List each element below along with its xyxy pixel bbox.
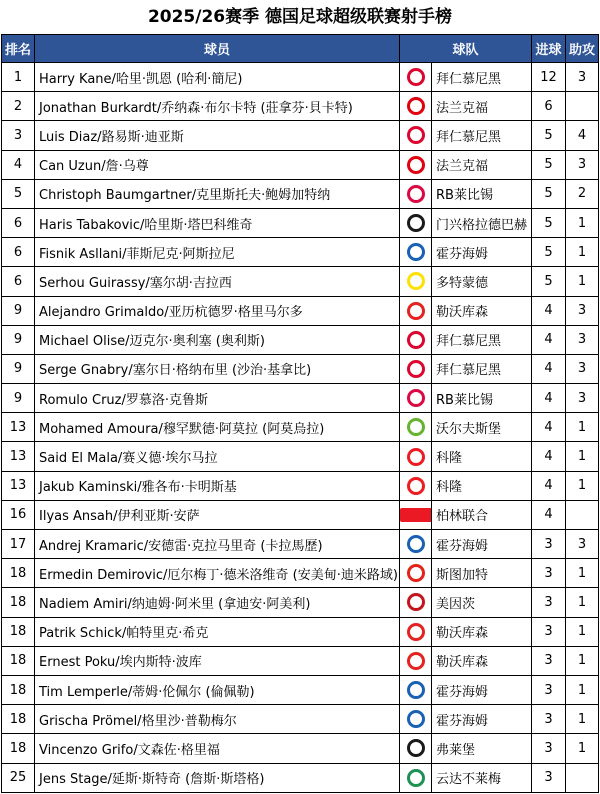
table-row: [2, 325, 599, 354]
assists-cell: 2: [566, 179, 599, 208]
team-name: 法兰克福: [432, 92, 532, 121]
team-name: 勒沃库森: [432, 646, 532, 675]
table-row: [2, 121, 599, 150]
table-row: [2, 559, 599, 588]
team-name: 拜仁慕尼黑: [432, 354, 532, 383]
goals-cell: 3: [532, 646, 566, 675]
player-name: Alejandro Grimaldo/亚历杭德罗·格里马尔多: [35, 296, 400, 325]
goals-cell: 5: [532, 150, 566, 179]
rank-cell: 9: [2, 354, 35, 383]
player-name: Jakub Kaminski/雅各布·卡明斯基: [35, 471, 400, 500]
team-logo-cell: [400, 92, 432, 121]
table-header-row: [2, 35, 599, 63]
mainz-badge-icon: [407, 593, 425, 611]
team-logo-cell: [400, 734, 432, 763]
table-row: [2, 734, 599, 763]
team-name: 霍芬海姆: [432, 238, 532, 267]
koln-badge-icon: [407, 448, 425, 466]
header-player: 球员: [35, 35, 400, 63]
rank-cell: 18: [2, 646, 35, 675]
assists-cell: 3: [566, 150, 599, 179]
player-name: Christoph Baumgartner/克里斯托夫·鲍姆加特纳: [35, 179, 400, 208]
team-name: 拜仁慕尼黑: [432, 121, 532, 150]
team-name: RB莱比锡: [432, 384, 532, 413]
leverkusen-badge-icon: [407, 623, 425, 641]
table-row: [2, 238, 599, 267]
hoffenheim-badge-icon: [407, 535, 425, 553]
team-name: 科隆: [432, 442, 532, 471]
rank-cell: 18: [2, 734, 35, 763]
team-logo-cell: [400, 559, 432, 588]
hoffenheim-badge-icon: [407, 710, 425, 728]
team-logo-cell: [400, 500, 432, 529]
table-row: [2, 763, 599, 792]
rank-cell: 1: [2, 63, 35, 92]
player-name: Grischa Prömel/格里沙·普勒梅尔: [35, 705, 400, 734]
team-logo-cell: [400, 646, 432, 675]
team-name: 拜仁慕尼黑: [432, 63, 532, 92]
team-name: 拜仁慕尼黑: [432, 325, 532, 354]
table-row: [2, 208, 599, 237]
player-name: Romulo Cruz/罗慕洛·克鲁斯: [35, 384, 400, 413]
team-logo-cell: [400, 325, 432, 354]
player-name: Ilyas Ansah/伊利亚斯·安萨: [35, 500, 400, 529]
goals-cell: 4: [532, 296, 566, 325]
player-name: Andrej Kramaric/安德雷·克拉马里奇 (卡拉馬歷): [35, 530, 400, 559]
player-name: Said El Mala/赛义德·埃尔马拉: [35, 442, 400, 471]
bayern-badge-icon: [407, 360, 425, 378]
goals-cell: 4: [532, 471, 566, 500]
player-name: Serge Gnabry/塞尔日·格纳布里 (沙治·基拿比): [35, 354, 400, 383]
rank-cell: 18: [2, 588, 35, 617]
assists-cell: 4: [566, 121, 599, 150]
player-name: Fisnik Asllani/菲斯尼克·阿斯拉尼: [35, 238, 400, 267]
table-row: [2, 530, 599, 559]
goals-cell: 3: [532, 705, 566, 734]
team-logo-cell: [400, 617, 432, 646]
assists-cell: 1: [566, 559, 599, 588]
player-name: Luis Diaz/路易斯·迪亚斯: [35, 121, 400, 150]
rank-cell: 18: [2, 559, 35, 588]
table-row: [2, 617, 599, 646]
goals-cell: 5: [532, 208, 566, 237]
assists-cell: 3: [566, 354, 599, 383]
assists-cell: 1: [566, 705, 599, 734]
assists-cell: 1: [566, 267, 599, 296]
table-row: [2, 384, 599, 413]
team-logo-cell: [400, 763, 432, 792]
team-name: 柏林联合: [432, 500, 532, 529]
bayern-badge-icon: [407, 68, 425, 86]
header-assists: 助攻: [566, 35, 599, 63]
player-name: Ermedin Demirovic/厄尔梅丁·德米洛维奇 (安美甸·迪米路域): [35, 559, 400, 588]
team-name: RB莱比锡: [432, 179, 532, 208]
assists-cell: 1: [566, 734, 599, 763]
assists-cell: 1: [566, 588, 599, 617]
leipzig-badge-icon: [407, 185, 425, 203]
hoffenheim-badge-icon: [407, 681, 425, 699]
goals-cell: 5: [532, 121, 566, 150]
assists-cell: 3: [566, 325, 599, 354]
team-name: 科隆: [432, 471, 532, 500]
team-logo-cell: [400, 63, 432, 92]
team-name: 美因茨: [432, 588, 532, 617]
hoffenheim-badge-icon: [407, 243, 425, 261]
table-row: [2, 179, 599, 208]
player-name: Harry Kane/哈里·凯恩 (哈利·簡尼): [35, 63, 400, 92]
assists-cell: 1: [566, 413, 599, 442]
page-title: 2025/26赛季 德国足球超级联赛射手榜: [147, 7, 453, 27]
assists-cell: [566, 500, 599, 529]
bremen-badge-icon: [407, 769, 425, 787]
assists-cell: 1: [566, 471, 599, 500]
bayern-badge-icon: [407, 331, 425, 349]
team-name: 霍芬海姆: [432, 675, 532, 704]
table-row: [2, 646, 599, 675]
table-row: [2, 471, 599, 500]
team-name: 沃尔夫斯堡: [432, 413, 532, 442]
goals-cell: 4: [532, 354, 566, 383]
player-name: Mohamed Amoura/穆罕默德·阿莫拉 (阿莫烏拉): [35, 413, 400, 442]
goals-cell: 3: [532, 734, 566, 763]
gladbach-badge-icon: [407, 214, 425, 232]
rank-cell: 9: [2, 325, 35, 354]
team-logo-cell: [400, 354, 432, 383]
table-row: [2, 354, 599, 383]
player-name: Jens Stage/延斯·斯特奇 (詹斯·斯塔格): [35, 763, 400, 792]
union-berlin-badge-icon: [400, 508, 432, 522]
freiburg-badge-icon: [407, 739, 425, 757]
table-row: [2, 500, 599, 529]
rank-cell: 13: [2, 471, 35, 500]
assists-cell: 3: [566, 296, 599, 325]
table-row: [2, 442, 599, 471]
goals-cell: 12: [532, 63, 566, 92]
rank-cell: 17: [2, 530, 35, 559]
rank-cell: 18: [2, 617, 35, 646]
team-name: 云达不莱梅: [432, 763, 532, 792]
table-row: [2, 588, 599, 617]
goals-cell: 5: [532, 179, 566, 208]
goals-cell: 3: [532, 559, 566, 588]
wolfsburg-badge-icon: [407, 418, 425, 436]
player-name: Haris Tabakovic/哈里斯·塔巴科维奇: [35, 208, 400, 237]
frankfurt-badge-icon: [407, 97, 425, 115]
rank-cell: 16: [2, 500, 35, 529]
rank-cell: 9: [2, 384, 35, 413]
rank-cell: 9: [2, 296, 35, 325]
table-row: [2, 413, 599, 442]
goals-cell: 5: [532, 267, 566, 296]
team-logo-cell: [400, 675, 432, 704]
table-row: [2, 296, 599, 325]
team-name: 斯图加特: [432, 559, 532, 588]
frankfurt-badge-icon: [407, 156, 425, 174]
header-goals: 进球: [532, 35, 566, 63]
team-name: 霍芬海姆: [432, 530, 532, 559]
goals-cell: 3: [532, 675, 566, 704]
goals-cell: 6: [532, 92, 566, 121]
header-team: 球队: [400, 35, 532, 63]
player-name: Jonathan Burkardt/乔纳森·布尔卡特 (莊拿芬·貝卡特): [35, 92, 400, 121]
table-row: [2, 705, 599, 734]
leverkusen-badge-icon: [407, 652, 425, 670]
rank-cell: 4: [2, 150, 35, 179]
rank-cell: 2: [2, 92, 35, 121]
team-logo-cell: [400, 121, 432, 150]
team-name: 勒沃库森: [432, 296, 532, 325]
team-name: 门兴格拉德巴赫: [432, 208, 532, 237]
rank-cell: 25: [2, 763, 35, 792]
goals-cell: 3: [532, 617, 566, 646]
team-logo-cell: [400, 471, 432, 500]
team-name: 勒沃库森: [432, 617, 532, 646]
team-logo-cell: [400, 530, 432, 559]
goals-cell: 4: [532, 384, 566, 413]
player-name: Nadiem Amiri/纳迪姆·阿米里 (拿迪安·阿美利): [35, 588, 400, 617]
goals-cell: 4: [532, 442, 566, 471]
table-row: [2, 150, 599, 179]
team-logo-cell: [400, 179, 432, 208]
rank-cell: 5: [2, 179, 35, 208]
table-row: [2, 675, 599, 704]
team-logo-cell: [400, 588, 432, 617]
team-logo-cell: [400, 413, 432, 442]
rank-cell: 6: [2, 238, 35, 267]
team-name: 法兰克福: [432, 150, 532, 179]
goals-cell: 4: [532, 413, 566, 442]
team-logo-cell: [400, 384, 432, 413]
team-name: 多特蒙德: [432, 267, 532, 296]
leverkusen-badge-icon: [407, 302, 425, 320]
rank-cell: 13: [2, 442, 35, 471]
assists-cell: 1: [566, 442, 599, 471]
team-logo-cell: [400, 150, 432, 179]
dortmund-badge-icon: [407, 272, 425, 290]
player-name: Patrik Schick/帕特里克·希克: [35, 617, 400, 646]
header-rank: 排名: [2, 35, 35, 63]
rank-cell: 3: [2, 121, 35, 150]
assists-cell: [566, 763, 599, 792]
table-row: [2, 63, 599, 92]
rank-cell: 13: [2, 413, 35, 442]
team-name: 弗莱堡: [432, 734, 532, 763]
assists-cell: 3: [566, 384, 599, 413]
team-name: 霍芬海姆: [432, 705, 532, 734]
rank-cell: 18: [2, 705, 35, 734]
koln-badge-icon: [407, 477, 425, 495]
table-row: [2, 267, 599, 296]
assists-cell: 3: [566, 530, 599, 559]
team-logo-cell: [400, 442, 432, 471]
goals-cell: 3: [532, 588, 566, 617]
assists-cell: 1: [566, 675, 599, 704]
goals-cell: 3: [532, 763, 566, 792]
team-logo-cell: [400, 208, 432, 237]
bayern-badge-icon: [407, 126, 425, 144]
assists-cell: 1: [566, 238, 599, 267]
goals-cell: 5: [532, 238, 566, 267]
scorers-table: [1, 34, 599, 793]
player-name: Ernest Poku/埃内斯特·波库: [35, 646, 400, 675]
assists-cell: 3: [566, 63, 599, 92]
assists-cell: 1: [566, 646, 599, 675]
team-logo-cell: [400, 238, 432, 267]
player-name: Michael Olise/迈克尔·奥利塞 (奥利斯): [35, 325, 400, 354]
player-name: Tim Lemperle/蒂姆·伦佩尔 (倫佩勒): [35, 675, 400, 704]
rank-cell: 6: [2, 267, 35, 296]
table-row: [2, 92, 599, 121]
rank-cell: 6: [2, 208, 35, 237]
assists-cell: [566, 92, 599, 121]
player-name: Can Uzun/詹·乌尊: [35, 150, 400, 179]
goals-cell: 4: [532, 500, 566, 529]
team-logo-cell: [400, 705, 432, 734]
goals-cell: 4: [532, 325, 566, 354]
rank-cell: 18: [2, 675, 35, 704]
team-logo-cell: [400, 267, 432, 296]
player-name: Serhou Guirassy/塞尔胡·吉拉西: [35, 267, 400, 296]
assists-cell: 1: [566, 617, 599, 646]
assists-cell: 1: [566, 208, 599, 237]
goals-cell: 3: [532, 530, 566, 559]
stuttgart-badge-icon: [407, 564, 425, 582]
player-name: Vincenzo Grifo/文森佐·格里福: [35, 734, 400, 763]
team-logo-cell: [400, 296, 432, 325]
leipzig-badge-icon: [407, 389, 425, 407]
